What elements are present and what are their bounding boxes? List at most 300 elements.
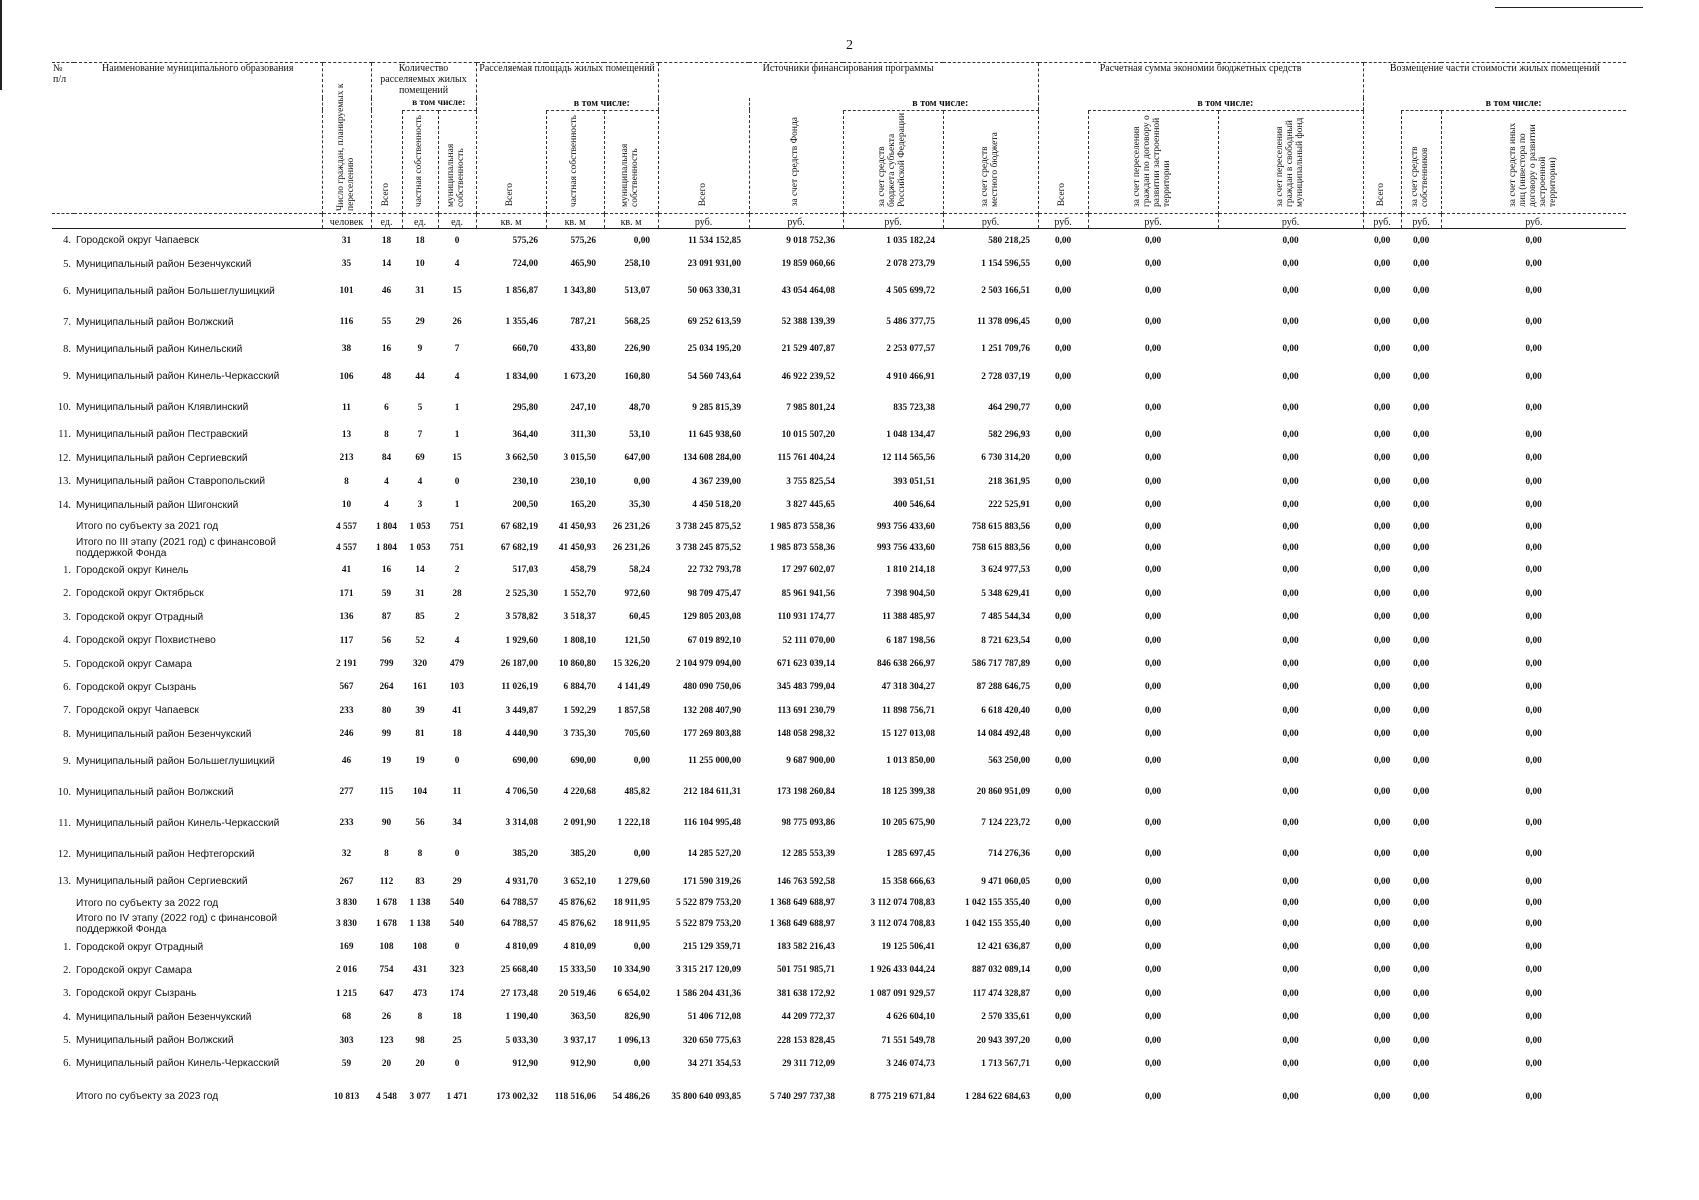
cell-area-total: 64 788,57: [500, 898, 539, 909]
cell-comp-owners: 0,00: [1412, 705, 1430, 716]
corner-rule: [1495, 7, 1643, 8]
cell-area-private: 45 876,62: [558, 919, 597, 930]
page-number: 2: [846, 38, 853, 53]
cell-finance-fund: 1 368 649 688,97: [769, 919, 836, 930]
cell-count-municipal: 323: [450, 965, 464, 976]
cell-economy-free: 0,00: [1282, 1091, 1299, 1102]
cell-people: 41: [341, 565, 352, 576]
cell-people: 233: [339, 818, 354, 829]
cell-finance-local: 87 288 646,75: [976, 682, 1031, 693]
cell-count-private: 52: [415, 635, 425, 646]
cell-economy-free: 0,00: [1282, 756, 1299, 767]
cell-comp-total: 0,00: [1373, 476, 1391, 487]
cell-finance-total: 54 560 743,64: [687, 371, 742, 382]
cell-economy-total: 0,00: [1054, 849, 1072, 860]
cell-comp-investors: 0,00: [1525, 1058, 1542, 1069]
header-row-units: [52, 214, 1626, 229]
economy-total-header: Всего: [1038, 110, 1088, 213]
cell-count-municipal: 18: [452, 729, 462, 740]
cell-area-municipal: 1 857,58: [617, 705, 651, 716]
table-row: [52, 935, 1626, 958]
cell-count-private: 20: [415, 1058, 425, 1069]
cell-comp-total: 0,00: [1373, 818, 1391, 829]
cell-comp-owners: 0,00: [1412, 876, 1430, 887]
cell-area-private: 575,26: [570, 235, 597, 246]
unit-rub: руб.: [1038, 214, 1088, 229]
cell-area-private: 1 552,70: [563, 588, 597, 599]
cell-comp-investors: 0,00: [1525, 612, 1542, 623]
cell-economy-total: 0,00: [1054, 729, 1072, 740]
cell-people: 136: [339, 612, 354, 623]
cell-finance-region: 835 723,38: [893, 402, 936, 413]
count-group-header: Количество расселяемых жилых помещений: [371, 63, 476, 99]
cell-economy-free: 0,00: [1282, 1058, 1299, 1069]
cell-economy-total: 0,00: [1054, 1091, 1072, 1102]
cell-economy-contract: 0,00: [1144, 521, 1162, 532]
cell-area-total: 27 173,48: [500, 988, 539, 999]
cell-count-total: 1 678: [376, 919, 397, 930]
cell-count-private: 19: [415, 756, 425, 767]
cell-finance-total: 480 090 750,06: [682, 682, 742, 693]
cell-comp-investors: 0,00: [1525, 729, 1542, 740]
cell-comp-owners: 0,00: [1412, 1012, 1430, 1023]
municipality-name: Муниципальный район Большеглушицкий: [76, 285, 275, 297]
cell-area-private: 10 860,80: [558, 659, 597, 670]
cell-finance-region: 8 775 219 671,84: [869, 1091, 936, 1102]
cell-comp-owners: 0,00: [1412, 500, 1430, 511]
row-number: 5.: [63, 258, 71, 270]
cell-comp-total: 0,00: [1373, 876, 1391, 887]
unit-area-municipal: кв. м: [604, 214, 658, 229]
cell-finance-fund: 381 638 172,92: [776, 988, 836, 999]
row-number: 11.: [58, 429, 71, 441]
cell-finance-region: 7 398 904,50: [886, 588, 936, 599]
table-row: [52, 1029, 1626, 1052]
table-row: [52, 723, 1626, 746]
cell-comp-owners: 0,00: [1412, 942, 1430, 952]
municipality-name: Городской округ Самара: [76, 964, 192, 976]
cell-area-total: 2 525,30: [505, 588, 539, 599]
cell-comp-owners: 0,00: [1412, 659, 1430, 670]
cell-economy-total: 0,00: [1054, 659, 1072, 670]
cell-area-municipal: 1 096,13: [617, 1035, 651, 1046]
municipality-name: Городской округ Кинель: [76, 564, 189, 576]
cell-count-private: 56: [415, 818, 425, 829]
cell-finance-local: 218 361,95: [988, 476, 1031, 487]
cell-finance-local: 563 250,00: [988, 756, 1031, 767]
cell-area-total: 26 187,00: [500, 659, 539, 670]
cell-count-municipal: 0: [454, 942, 460, 952]
cell-area-private: 3 735,30: [563, 729, 597, 740]
cell-economy-contract: 0,00: [1144, 919, 1162, 930]
cell-count-total: 4 548: [376, 1091, 397, 1102]
cell-finance-region: 19 125 506,41: [881, 942, 936, 952]
cell-economy-contract: 0,00: [1144, 787, 1162, 798]
cell-comp-owners: 0,00: [1412, 542, 1430, 553]
cell-economy-total: 0,00: [1054, 898, 1072, 909]
cell-economy-total: 0,00: [1054, 453, 1072, 464]
comp-investors-header: за счет средств иных лиц (инвестора по договору о развитии застроенной территории): [1441, 110, 1626, 213]
table-row: [52, 361, 1626, 392]
cell-area-private: 1 808,10: [563, 635, 597, 646]
cell-count-private: 1 138: [409, 898, 431, 909]
cell-comp-total: 0,00: [1373, 429, 1391, 440]
cell-economy-free: 0,00: [1282, 729, 1299, 740]
cell-people: 2 016: [336, 965, 357, 976]
cell-comp-total: 0,00: [1373, 1091, 1391, 1102]
cell-area-municipal: 485,82: [624, 787, 651, 798]
cell-finance-region: 846 638 266,97: [876, 659, 936, 670]
area-municipal-header: муниципальная собственность: [604, 110, 658, 213]
unit-count-municipal: ед.: [438, 214, 476, 229]
cell-people: 116: [339, 317, 354, 328]
cell-area-total: 11 026,19: [501, 682, 539, 693]
cell-finance-region: 1 013 850,00: [886, 756, 936, 767]
finance-region-header: за счет средств бюджета субъекта Российской Федерации: [843, 110, 943, 213]
unit-rub: руб.: [1441, 214, 1626, 229]
cell-finance-local: 2 728 037,19: [981, 371, 1031, 382]
economy-free-header: за счет переселения граждан в свободный муниципальный фонд: [1218, 110, 1363, 213]
cell-area-private: 41 450,93: [558, 521, 597, 532]
row-number: 3.: [63, 988, 71, 1000]
cell-comp-total: 0,00: [1373, 787, 1391, 798]
cell-comp-total: 0,00: [1373, 344, 1391, 355]
municipality-name: Муниципальный район Безенчукский: [76, 728, 252, 740]
cell-count-total: 90: [381, 818, 392, 829]
cell-comp-owners: 0,00: [1412, 371, 1430, 382]
cell-comp-owners: 0,00: [1412, 286, 1430, 297]
cell-finance-local: 887 032 089,14: [971, 965, 1031, 976]
municipality-name: Городской округ Отрадный: [76, 611, 204, 623]
cell-finance-fund: 46 922 239,52: [781, 371, 836, 382]
cell-area-municipal: 826,90: [624, 1012, 651, 1023]
cell-area-total: 64 788,57: [500, 919, 539, 930]
cell-count-total: 1 804: [376, 542, 397, 553]
cell-area-municipal: 0,00: [633, 942, 651, 952]
cell-people: 31: [341, 235, 352, 246]
cell-area-municipal: 258,10: [624, 259, 651, 270]
cell-area-total: 1 929,60: [505, 635, 539, 646]
cell-finance-total: 25 034 195,20: [687, 344, 742, 355]
cell-people: 101: [339, 286, 354, 297]
total-row: [52, 893, 1626, 913]
cell-finance-total: 171 590 319,26: [682, 876, 742, 887]
cell-count-municipal: 0: [454, 476, 460, 487]
cell-count-total: 108: [379, 942, 394, 952]
table-row: [52, 676, 1626, 699]
row-number: 8.: [63, 343, 71, 355]
cell-count-private: 161: [413, 682, 427, 693]
cell-comp-investors: 0,00: [1525, 1091, 1542, 1102]
cell-count-private: 1 053: [409, 521, 431, 532]
cell-economy-contract: 0,00: [1144, 659, 1162, 670]
cell-area-municipal: 26 231,26: [612, 542, 651, 553]
municipality-name: Городской округ Похвистнево: [76, 635, 216, 647]
cell-people: 169: [339, 942, 354, 952]
cell-area-municipal: 1 222,18: [617, 818, 651, 829]
cell-finance-fund: 148 058 298,32: [776, 729, 836, 740]
cell-count-municipal: 0: [454, 756, 460, 767]
cell-area-total: 4 931,70: [505, 876, 539, 887]
cell-finance-fund: 173 198 260,84: [776, 787, 836, 798]
cell-area-private: 165,20: [570, 500, 597, 511]
unit-area-private: кв. м: [546, 214, 604, 229]
cell-economy-free: 0,00: [1282, 988, 1299, 999]
cell-comp-total: 0,00: [1373, 1058, 1391, 1069]
cell-finance-total: 4 367 239,00: [692, 476, 742, 487]
cell-count-private: 98: [415, 1035, 425, 1046]
cell-comp-owners: 0,00: [1412, 756, 1430, 767]
cell-area-municipal: 1 279,60: [617, 876, 651, 887]
cell-count-municipal: 751: [450, 542, 464, 553]
table-row: [52, 338, 1626, 361]
cell-economy-free: 0,00: [1282, 588, 1299, 599]
cell-finance-local: 14 084 492,48: [976, 729, 1031, 740]
cell-comp-total: 0,00: [1373, 565, 1391, 576]
municipality-name: Муниципальный район Безенчукский: [76, 258, 252, 270]
cell-count-private: 44: [415, 371, 425, 382]
cell-count-municipal: 15: [452, 453, 462, 464]
cell-area-municipal: 705,60: [624, 729, 651, 740]
cell-comp-total: 0,00: [1373, 965, 1391, 976]
cell-economy-contract: 0,00: [1144, 286, 1162, 297]
table-row: [52, 652, 1626, 675]
cell-economy-free: 0,00: [1282, 849, 1299, 860]
cell-finance-fund: 52 111 070,00: [782, 635, 836, 646]
cell-economy-contract: 0,00: [1144, 1012, 1162, 1023]
cell-area-private: 6 884,70: [563, 682, 597, 693]
cell-area-total: 3 578,82: [505, 612, 539, 623]
cell-comp-investors: 0,00: [1525, 371, 1542, 382]
cell-count-municipal: 34: [452, 818, 462, 829]
cell-count-total: 26: [381, 1012, 392, 1023]
cell-comp-investors: 0,00: [1525, 849, 1542, 860]
cell-comp-owners: 0,00: [1412, 818, 1430, 829]
cell-count-municipal: 28: [452, 588, 462, 599]
cell-area-municipal: 60,45: [629, 612, 651, 623]
cell-area-total: 3 662,50: [505, 453, 539, 464]
cell-finance-total: 215 129 359,71: [682, 942, 742, 952]
cell-economy-total: 0,00: [1054, 612, 1072, 623]
table-row: [52, 746, 1626, 777]
municipality-name: Муниципальный район Сергиевский: [76, 876, 248, 888]
cell-count-total: 80: [381, 705, 392, 716]
row-number: [52, 1076, 74, 1118]
cell-count-municipal: 4: [454, 259, 460, 270]
cell-economy-free: 0,00: [1282, 429, 1299, 440]
unit-rub: руб.: [1363, 214, 1401, 229]
cell-area-private: 4 810,09: [563, 942, 597, 952]
cell-comp-owners: 0,00: [1412, 565, 1430, 576]
cell-finance-fund: 1 985 873 558,36: [769, 542, 836, 553]
cell-people: 4 557: [336, 542, 357, 553]
row-number: 11.: [58, 817, 71, 829]
economy-incl-label: в том числе:: [1088, 98, 1363, 110]
cell-finance-region: 2 253 077,57: [886, 344, 936, 355]
cell-people: 13: [341, 429, 352, 440]
table-row: [52, 982, 1626, 1005]
cell-finance-region: 1 048 134,47: [886, 429, 936, 440]
row-number: 1.: [63, 941, 71, 953]
cell-economy-free: 0,00: [1282, 500, 1299, 511]
cell-count-private: 3: [417, 500, 423, 511]
cell-finance-region: 12 114 565,56: [882, 453, 936, 464]
cell-count-municipal: 540: [450, 919, 464, 930]
cell-economy-contract: 0,00: [1144, 259, 1162, 270]
cell-count-private: 10: [415, 259, 425, 270]
cell-area-total: 1 190,40: [505, 1012, 539, 1023]
unit-rub: руб.: [1401, 214, 1441, 229]
cell-comp-total: 0,00: [1373, 849, 1391, 860]
cell-finance-local: 6 618 420,40: [981, 705, 1031, 716]
cell-economy-free: 0,00: [1282, 344, 1299, 355]
cell-finance-local: 464 290,77: [988, 402, 1031, 413]
cell-count-municipal: 18: [452, 1012, 462, 1023]
cell-area-municipal: 0,00: [633, 476, 651, 487]
cell-people: 32: [341, 849, 352, 860]
unit-people: человек: [322, 214, 371, 229]
cell-finance-fund: 9 018 752,36: [786, 235, 836, 246]
cell-area-private: 247,10: [570, 402, 597, 413]
table-row: [52, 493, 1626, 516]
cell-finance-local: 12 421 636,87: [976, 942, 1031, 952]
cell-count-private: 9: [417, 344, 423, 355]
cell-comp-owners: 0,00: [1412, 612, 1430, 623]
cell-area-private: 787,21: [570, 317, 597, 328]
cell-area-private: 41 450,93: [558, 542, 597, 553]
row-number: 4.: [63, 1011, 71, 1023]
cell-finance-total: 34 271 354,53: [687, 1058, 742, 1069]
cell-count-private: 104: [413, 787, 427, 798]
cell-count-municipal: 540: [450, 898, 464, 909]
cell-comp-investors: 0,00: [1525, 476, 1542, 487]
cell-count-total: 59: [381, 588, 392, 599]
cell-finance-region: 15 127 013,08: [881, 729, 936, 740]
cell-comp-owners: 0,00: [1412, 588, 1430, 599]
cell-economy-contract: 0,00: [1144, 371, 1162, 382]
cell-count-private: 18: [415, 235, 425, 246]
cell-count-total: 1 804: [376, 521, 397, 532]
cell-finance-total: 67 019 892,10: [687, 635, 742, 646]
table-row: [52, 777, 1626, 808]
cell-count-private: 39: [415, 705, 425, 716]
cell-economy-contract: 0,00: [1144, 612, 1162, 623]
cell-count-private: 69: [415, 453, 425, 464]
cell-area-total: 385,20: [512, 849, 539, 860]
municipality-name: Муниципальный район Волжский: [76, 1035, 234, 1047]
row-number: 9.: [63, 755, 71, 767]
row-number: 8.: [63, 728, 71, 740]
area-private-header: частная собственность: [546, 110, 604, 213]
cell-area-municipal: 35,30: [629, 500, 651, 511]
cell-finance-region: 11 898 756,71: [882, 705, 936, 716]
cell-people: 213: [339, 453, 354, 464]
row-number: 4.: [63, 235, 71, 247]
cell-comp-owners: 0,00: [1412, 919, 1430, 930]
cell-people: 171: [339, 588, 354, 599]
cell-comp-total: 0,00: [1373, 371, 1391, 382]
cell-count-total: 18: [381, 235, 392, 246]
cell-comp-owners: 0,00: [1412, 729, 1430, 740]
cell-finance-local: 1 284 622 684,63: [965, 1091, 1031, 1102]
cell-comp-total: 0,00: [1373, 1035, 1391, 1046]
cell-area-municipal: 160,80: [624, 371, 651, 382]
cell-count-private: 5: [417, 402, 423, 413]
cell-area-private: 458,79: [570, 565, 597, 576]
row-number: 7.: [63, 316, 71, 328]
cell-finance-total: 320 650 775,63: [682, 1035, 742, 1046]
cell-count-total: 56: [381, 635, 392, 646]
cell-area-municipal: 58,24: [629, 565, 651, 576]
cell-comp-owners: 0,00: [1412, 787, 1430, 798]
cell-comp-total: 0,00: [1373, 402, 1391, 413]
cell-economy-total: 0,00: [1054, 942, 1072, 952]
cell-finance-region: 1 035 182,24: [886, 235, 936, 246]
cell-area-municipal: 568,25: [624, 317, 651, 328]
cell-finance-fund: 9 687 900,00: [786, 756, 836, 767]
table-row: [52, 1052, 1626, 1075]
cell-area-municipal: 0,00: [633, 1058, 651, 1069]
unit-rub: руб.: [749, 214, 843, 229]
cell-people: 1 215: [336, 988, 357, 999]
cell-finance-fund: 21 529 407,87: [781, 344, 836, 355]
cell-comp-investors: 0,00: [1525, 259, 1542, 270]
cell-comp-owners: 0,00: [1412, 429, 1430, 440]
cell-area-total: 575,26: [512, 235, 539, 246]
cell-finance-fund: 228 153 828,45: [776, 1035, 836, 1046]
cell-people: 38: [341, 344, 352, 355]
cell-comp-owners: 0,00: [1412, 898, 1430, 909]
cell-finance-region: 10 205 675,90: [881, 818, 936, 829]
cell-finance-local: 222 525,91: [988, 500, 1031, 511]
cell-finance-fund: 10 015 507,20: [781, 429, 836, 440]
cell-finance-total: 69 252 613,59: [687, 317, 742, 328]
cell-finance-region: 1 926 433 044,24: [869, 965, 936, 976]
cell-economy-free: 0,00: [1282, 682, 1299, 693]
municipality-name: Итого по субъекту за 2023 год: [76, 1091, 219, 1103]
cell-finance-region: 3 112 074 708,83: [870, 898, 936, 909]
cell-economy-total: 0,00: [1054, 588, 1072, 599]
cell-area-total: 4 706,50: [505, 787, 539, 798]
cell-finance-fund: 29 311 712,09: [782, 1058, 836, 1069]
cell-count-private: 473: [413, 988, 427, 999]
cell-count-municipal: 29: [452, 876, 462, 887]
finance-total-header: Всего: [658, 110, 749, 213]
cell-comp-total: 0,00: [1373, 659, 1391, 670]
cell-count-private: 8: [417, 849, 423, 860]
cell-people: 117: [339, 635, 354, 646]
cell-comp-owners: 0,00: [1412, 521, 1430, 532]
cell-finance-region: 400 546,64: [893, 500, 936, 511]
cell-comp-investors: 0,00: [1525, 756, 1542, 767]
cell-finance-local: 758 615 883,56: [971, 542, 1031, 553]
cell-count-total: 4: [384, 500, 389, 511]
total-row: [52, 537, 1626, 559]
area-incl-label: в том числе:: [546, 98, 658, 110]
cell-economy-total: 0,00: [1054, 818, 1072, 829]
cell-count-total: 1 678: [376, 898, 397, 909]
row-number: 6.: [63, 681, 71, 693]
municipality-name: Муниципальный район Кинельский: [76, 343, 243, 355]
resettlement-table: [52, 62, 1626, 1118]
cell-finance-region: 993 756 433,60: [876, 521, 936, 532]
cell-comp-total: 0,00: [1373, 705, 1391, 716]
cell-comp-owners: 0,00: [1412, 402, 1430, 413]
municipality-name: Муниципальный район Кинель-Черкасский: [76, 817, 280, 829]
cell-comp-owners: 0,00: [1412, 476, 1430, 487]
cell-comp-investors: 0,00: [1525, 453, 1542, 464]
municipality-name: Итого по III этапу (2021 год) с финансовой поддержкой Фонда: [76, 536, 276, 559]
